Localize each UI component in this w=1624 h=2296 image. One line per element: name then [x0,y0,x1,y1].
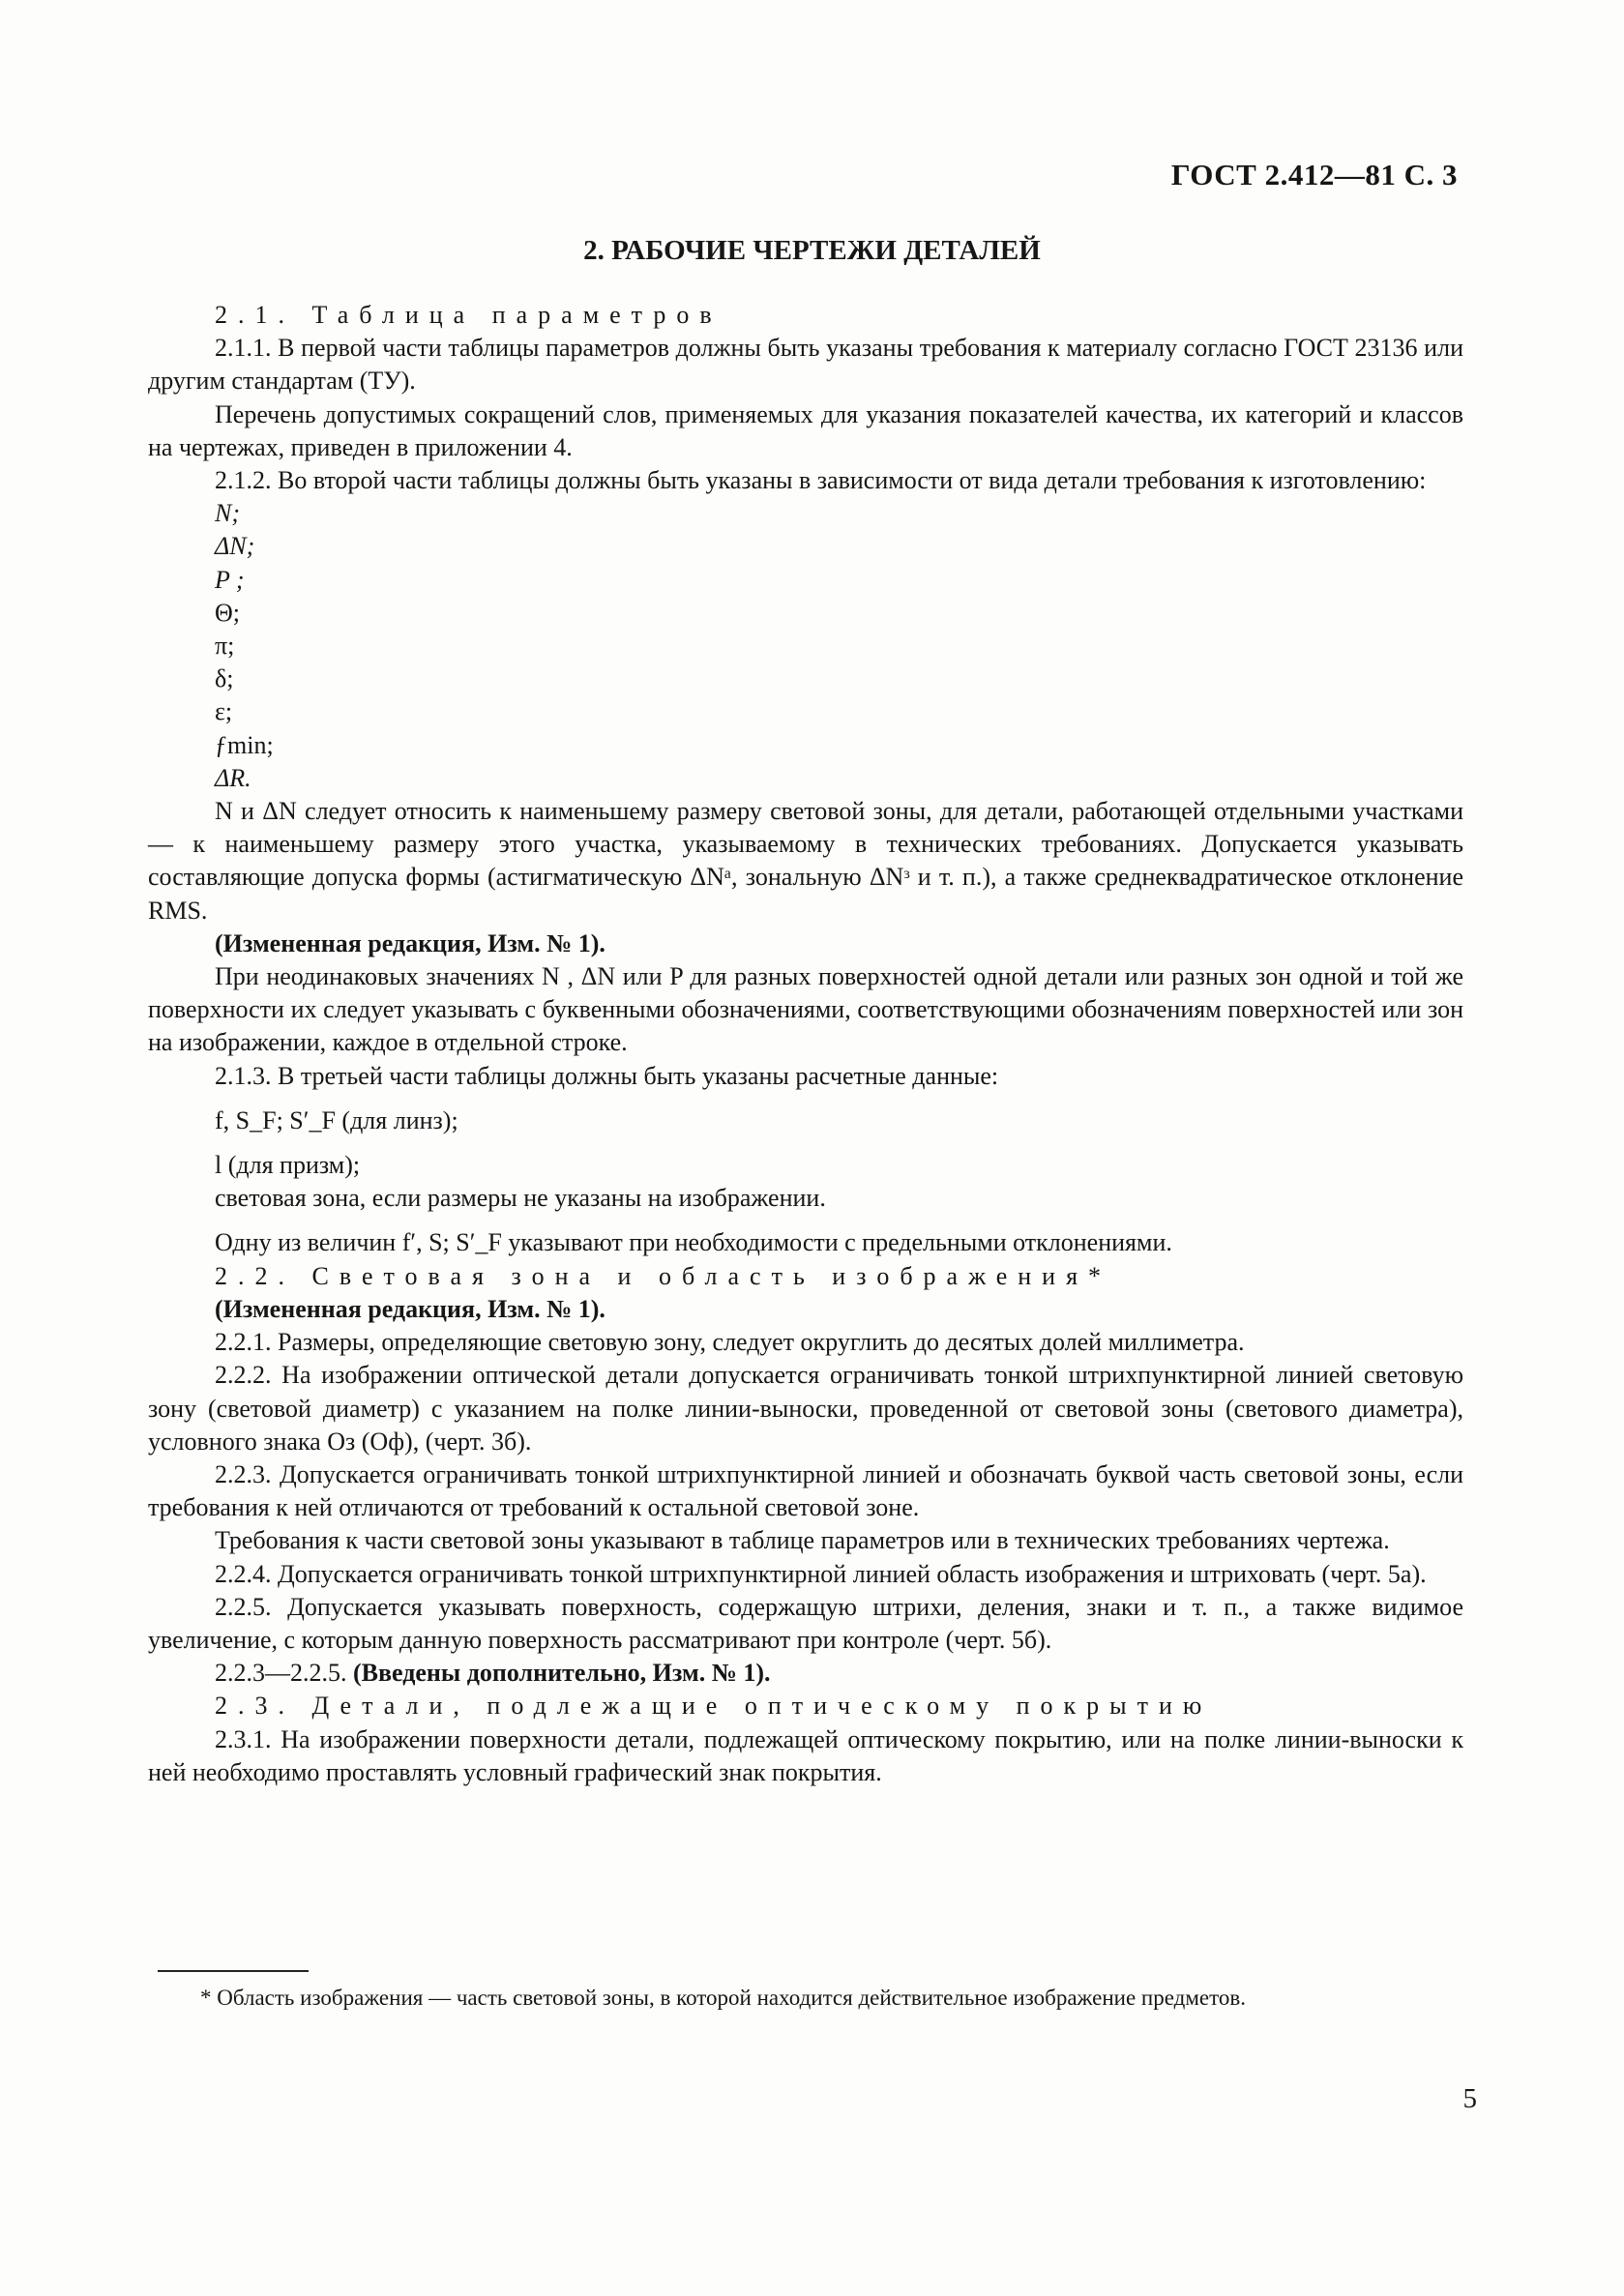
symbol-item: ε; [215,697,233,726]
amendment-note: (Измененная редакция, Изм. № 1). [215,1294,605,1323]
paragraph-2-1-2: 2.1.2. Во второй части таблицы должны быть указаны в зависимости от вида детали требования к изготовлению: [215,466,1427,495]
symbol-item: δ; [215,664,234,693]
paragraph-abbreviations: Перечень допустимых сокращений слов, применяемых для указания показателей качества, их категорий и классов на чертежах, приведен в приложении 4. [148,399,1463,461]
paragraph-2-2-2: 2.2.2. На изображении оптической детали допускается ограничивать тонкой штрихпунктирной линией световую зону (световой диаметр) с указанием на полке линии-выноски, проведенной от световой зоны (светового диаметра), условного знака Оз (Оф), (черт. 3б). [148,1361,1463,1456]
amendment-range: 2.2.3—2.2.5. [215,1659,353,1688]
amendment-note: (Измененная редакция, Изм. № 1). [215,928,605,957]
paragraph-2-2-4: 2.2.4. Допускается ограничивать тонкой штрихпунктирной линией область изображения и штриховать (черт. 5а). [215,1559,1427,1588]
amendment-text: (Введены дополнительно, Изм. № 1). [353,1659,771,1688]
symbol-item: π; [215,632,235,661]
symbol-item: ΔN; [215,532,255,561]
subsection-heading-2-3: 2.3. Детали, подлежащие оптическому покрытию [215,1692,1213,1721]
symbol-item: ΔR. [215,763,251,792]
calc-prism-line: l (для призм); [215,1151,361,1180]
section-title: 2. РАБОЧИЕ ЧЕРТЕЖИ ДЕТАЛЕЙ [583,235,1041,266]
document-body [148,299,1463,1789]
paragraph-2-1-1: 2.1.1. В первой части таблицы параметров должны быть указаны требования к материалу согласно ГОСТ 23136 или другим стандартам (ТУ). [148,334,1463,396]
footnote-rule [158,1970,309,1972]
page-number: 5 [1462,2083,1477,2114]
subsection-heading-2-2: 2.2. Световая зона и область изображения* [215,1261,1112,1290]
symbol-item: ƒmin; [215,730,274,759]
calc-zone-line: световая зона, если размеры не указаны на изображении. [215,1184,826,1213]
amendment-note-added [148,1657,1463,1690]
document-header: ГОСТ 2.412—81 С. 3 [1170,158,1458,191]
paragraph-2-2-5: 2.2.5. Допускается указывать поверхность, содержащую штрихи, деления, знаки и т. п., а также видимое увеличение, с которым данную поверхность рассматривают при контроле (черт. 5б). [148,1592,1463,1654]
paragraph-2-3-1: 2.3.1. На изображении поверхности детали, подлежащей оптическому покрытию, или на полке линии-выноски к ней необходимо проставлять условный графический знак покрытия. [148,1724,1463,1786]
symbol-item: P ; [215,565,245,594]
paragraph-2-2-3: 2.2.3. Допускается ограничивать тонкой штрихпунктирной линией и обозначать буквой часть световой зоны, если требования к ней отличаются от требований к остальной световой зоне. [148,1459,1463,1522]
paragraph-2-1-3: 2.1.3. В третьей части таблицы должны быть указаны расчетные данные: [215,1061,999,1090]
paragraph-2-2-1: 2.2.1. Размеры, определяющие световую зону, следует округлить до десятых долей миллиметра. [215,1328,1245,1357]
calc-lens-line: f, S_F; S′_F (для линз); [215,1105,458,1134]
subsection-heading-2-1: 2.1. Таблица параметров [215,301,723,329]
paragraph-unequal-values: При неодинаковых значениях N , ΔN или P для разных поверхностей одной детали или разных зон одной и той же поверхности их следует указывать с буквенными обозначениями, соответствующими обозначениям поверхностей или зон на изображении, каждое в отдельной строке. [148,962,1463,1057]
symbol-item: Θ; [215,598,240,627]
symbol-item: N; [215,499,240,528]
paragraph-requirements-part: Требования к части световой зоны указывают в таблице параметров или в технических требованиях чертежа. [215,1526,1390,1555]
paragraph-one-of-values: Одну из величин f′, S; S′_F указывают при необходимости с предельными отклонениями. [215,1228,1172,1257]
paragraph-n-delta-n: N и ΔN следует относить к наименьшему размеру световой зоны, для детали, работающей отдельными участками — к наименьшему размеру этого участка, указываемому в технических требованиях. Допускается указывать составляющие допуска формы (астигматическую ΔNᵃ, зональную ΔNᶟ и т. п.), а также среднеквадратическое отклонение RMS. [148,797,1463,925]
footnote: * Область изображения — часть световой зоны, в которой находится действительное изображение предметов. [200,1986,1246,2010]
